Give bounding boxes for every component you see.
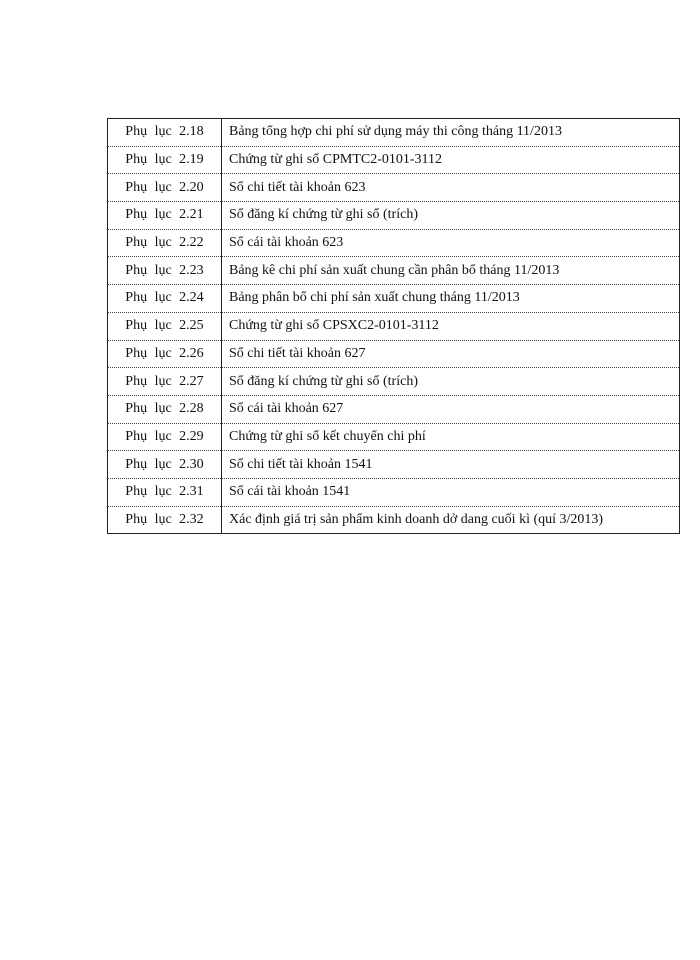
appendix-table: [107, 118, 680, 534]
appendix-number: Phụ lục 2.28: [108, 395, 222, 423]
appendix-number: Phụ lục 2.21: [108, 202, 222, 230]
appendix-number: Phụ lục 2.22: [108, 229, 222, 257]
appendix-description: Sổ chi tiết tài khoản 1541: [222, 451, 680, 479]
appendix-number: Phụ lục 2.23: [108, 257, 222, 285]
appendix-description: Sổ chi tiết tài khoản 623: [222, 174, 680, 202]
appendix-number: Phụ lục 2.31: [108, 478, 222, 506]
appendix-description: Bảng tổng hợp chi phí sử dụng máy thi công tháng 11/2013: [222, 119, 680, 147]
table-row: [108, 395, 680, 423]
appendix-description: Sổ cái tài khoản 1541: [222, 478, 680, 506]
appendix-number: Phụ lục 2.25: [108, 312, 222, 340]
appendix-description: Chứng từ ghi sổ kết chuyển chi phí: [222, 423, 680, 451]
appendix-description: Sổ đăng kí chứng từ ghi sổ (trích): [222, 202, 680, 230]
appendix-description: Bảng phân bổ chi phí sản xuất chung tháng 11/2013: [222, 285, 680, 313]
table-row: [108, 202, 680, 230]
appendix-number: Phụ lục 2.26: [108, 340, 222, 368]
appendix-number: Phụ lục 2.18: [108, 119, 222, 147]
table-row: [108, 146, 680, 174]
appendix-number: Phụ lục 2.30: [108, 451, 222, 479]
appendix-description: Bảng kê chi phí sản xuất chung cần phân bổ tháng 11/2013: [222, 257, 680, 285]
appendix-description: Xác định giá trị sản phẩm kinh doanh dở dang cuối kì (quí 3/2013): [222, 506, 680, 534]
table-row: [108, 368, 680, 396]
appendix-number: Phụ lục 2.32: [108, 506, 222, 534]
appendix-number: Phụ lục 2.24: [108, 285, 222, 313]
table-row: [108, 423, 680, 451]
appendix-number: Phụ lục 2.19: [108, 146, 222, 174]
appendix-number: Phụ lục 2.20: [108, 174, 222, 202]
table-row: [108, 340, 680, 368]
appendix-table-body: [108, 119, 680, 534]
table-row: [108, 312, 680, 340]
appendix-description: Sổ đăng kí chứng từ ghi sổ (trích): [222, 368, 680, 396]
appendix-number: Phụ lục 2.27: [108, 368, 222, 396]
table-row: [108, 174, 680, 202]
table-row: [108, 285, 680, 313]
appendix-description: Sổ cái tài khoản 623: [222, 229, 680, 257]
appendix-description: Chứng từ ghi sổ CPSXC2-0101-3112: [222, 312, 680, 340]
table-row: [108, 506, 680, 534]
appendix-description: Chứng từ ghi sổ CPMTC2-0101-3112: [222, 146, 680, 174]
table-row: [108, 478, 680, 506]
appendix-description: Sổ chi tiết tài khoản 627: [222, 340, 680, 368]
table-row: [108, 451, 680, 479]
table-row: [108, 119, 680, 147]
appendix-number: Phụ lục 2.29: [108, 423, 222, 451]
table-row: [108, 257, 680, 285]
appendix-description: Sổ cái tài khoản 627: [222, 395, 680, 423]
table-row: [108, 229, 680, 257]
